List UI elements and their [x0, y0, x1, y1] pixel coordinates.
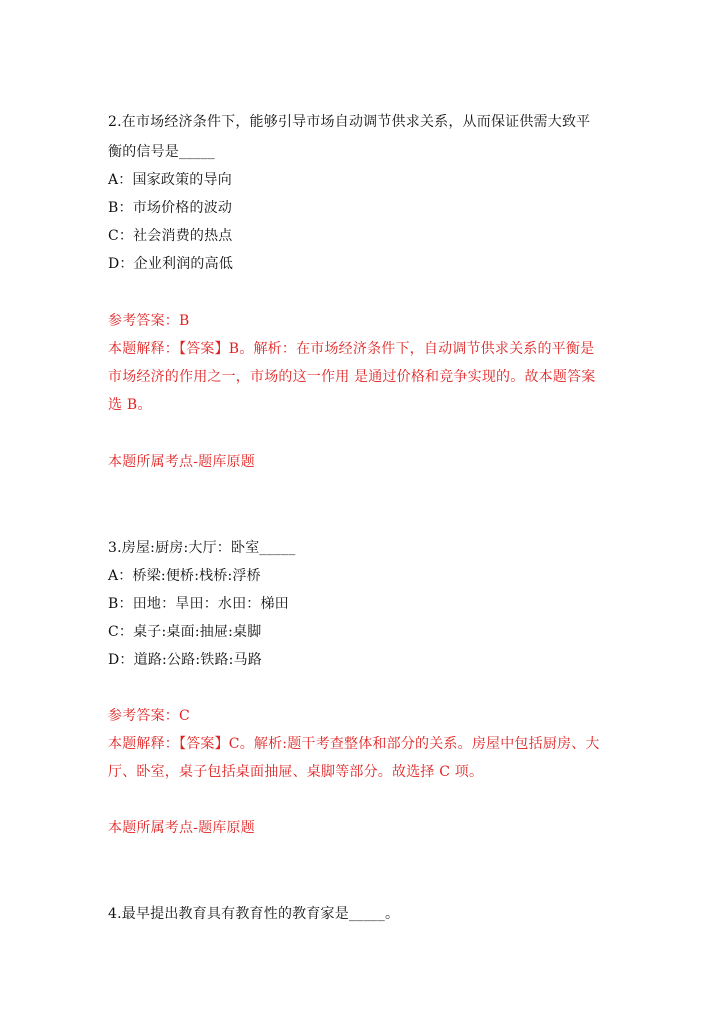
question-3-answer: 参考答案：C [108, 708, 190, 724]
question-2-option-c: C：社会消费的热点 [108, 228, 233, 244]
question-2-explanation-line-1: 本题解释：【答案】B。解析：在市场经济条件下，自动调节供求关系的平衡是 [108, 341, 595, 357]
question-2-source: 本题所属考点-题库原题 [108, 454, 255, 470]
question-2-stem-line-2: 衡的信号是_____ [108, 144, 215, 160]
question-2-explanation-line-2: 市场经济的作用之一，市场的这一作用 是通过价格和竞争实现的。故本题答案 [108, 369, 596, 385]
question-3-option-c: C：桌子:桌面:抽屉:桌脚 [108, 624, 262, 640]
question-2-explanation-line-3: 选 B。 [108, 397, 152, 413]
question-2-stem-line-1: 2.在市场经济条件下，能够引导市场自动调节供求关系，从而保证供需大致平 [108, 114, 591, 130]
question-2-option-d: D：企业利润的高低 [108, 256, 234, 272]
question-4-stem-line-1: 4.最早提出教育具有教育性的教育家是_____。 [108, 906, 400, 922]
question-2-answer: 参考答案：B [108, 313, 190, 329]
question-3-option-a: A：桥梁:便桥:栈桥:浮桥 [108, 568, 261, 584]
question-3-option-d: D：道路:公路:铁路:马路 [108, 652, 262, 668]
question-2-option-b: B：市场价格的波动 [108, 200, 233, 216]
question-3-option-b: B：田地：旱田：水田：梯田 [108, 596, 289, 612]
question-3-source: 本题所属考点-题库原题 [108, 820, 255, 836]
question-2-option-a: A：国家政策的导向 [108, 172, 232, 188]
question-3-stem-line-1: 3.房屋:厨房:大厅：卧室_____ [108, 540, 296, 556]
question-3-explanation-line-2: 厅、卧室，桌子包括桌面抽屉、桌脚等部分。故选择 C 项。 [108, 764, 484, 780]
question-3-explanation-line-1: 本题解释：【答案】C。解析:题干考查整体和部分的关系。房屋中包括厨房、大 [108, 736, 600, 752]
